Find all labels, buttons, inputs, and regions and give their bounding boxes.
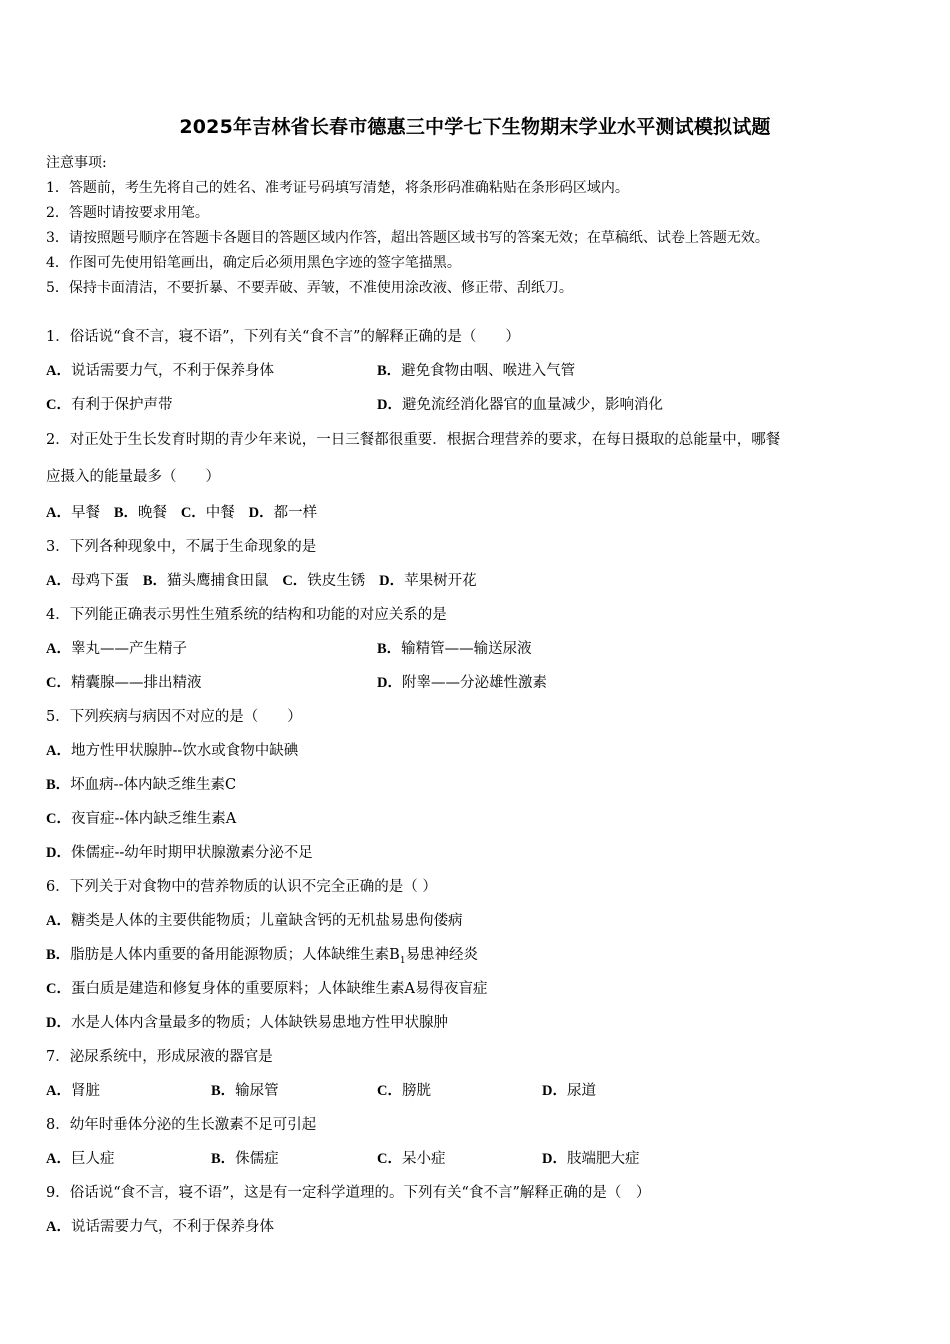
question-stem: 4．下列能正确表示男性生殖系统的结构和功能的对应关系的是 [46, 607, 447, 623]
exam-title: 2025年吉林省长春市德惠三中学七下生物期末学业水平测试模拟试题 [179, 116, 771, 138]
option-d: D．避免流经消化器官的血量减少，影响消化 [377, 397, 663, 413]
option-c: C．夜盲症--体内缺乏维生素A [46, 811, 237, 827]
question-stem: 1．俗话说“食不言，寝不语”，下列有关“食不言”的解释正确的是（ ） [46, 329, 520, 345]
notice-item: 4．作图可先使用铅笔画出，确定后必须用黑色字迹的签字笔描黑。 [46, 255, 461, 271]
option-d: D．苹果树开花 [379, 573, 477, 589]
option-b: B．侏儒症 [211, 1151, 279, 1167]
question-stem: 7．泌尿系统中，形成尿液的器官是 [46, 1049, 273, 1065]
option-c: C．蛋白质是建造和修复身体的重要原料；人体缺维生素A易得夜盲症 [46, 981, 488, 997]
option-d: D．肢端肥大症 [542, 1151, 640, 1167]
notice-heading: 注意事项: [46, 155, 107, 171]
question-stem-continued: 应摄入的能量最多（ ） [46, 469, 220, 485]
option-d: D．尿道 [542, 1083, 596, 1099]
question-stem: 3．下列各种现象中，不属于生命现象的是 [46, 539, 317, 555]
notice-item: 3．请按照题号顺序在答题卡各题目的答题区域内作答，超出答题区域书写的答案无效；在草稿纸、试卷上答题无效。 [46, 230, 769, 246]
option-a: A．睾丸——产生精子 [46, 641, 187, 657]
option-d: D．侏儒症--幼年时期甲状腺激素分泌不足 [46, 845, 313, 861]
option-a: A．地方性甲状腺肿--饮水或食物中缺碘 [46, 743, 299, 759]
question-stem: 5．下列疾病与病因不对应的是（ ） [46, 709, 302, 725]
option-row [46, 1142, 916, 1176]
option-a: A．母鸡下蛋 [46, 573, 129, 589]
option-b: B．输尿管 [211, 1083, 279, 1099]
option-row [46, 666, 916, 700]
notice-item: 5．保持卡面清洁，不要折暴、不要弄破、弄皱，不准使用涂改液、修正带、刮纸刀。 [46, 280, 573, 296]
option-c: C．膀胱 [377, 1083, 431, 1099]
option-a: A．糖类是人体的主要供能物质；儿童缺含钙的无机盐易患佝偻病 [46, 913, 463, 929]
notice-section [46, 151, 926, 301]
questions-section [46, 320, 916, 1244]
option-d: D．水是人体内含量最多的物质；人体缺铁易患地方性甲状腺肿 [46, 1015, 448, 1031]
question-stem: 9．俗话说“食不言，寝不语”，这是有一定科学道理的。下列有关“食不言”解释正确的是（ ） [46, 1185, 651, 1201]
option-b: B．避免食物由咽、喉进入气管 [377, 363, 576, 379]
option-row [46, 496, 916, 530]
option-a: A．早餐 [46, 505, 100, 521]
option-b: B．脂肪是人体内重要的备用能源物质；人体缺维生素$B_1$易患神经炎 [46, 947, 479, 966]
option-row [46, 632, 916, 666]
option-b: B．猫头鹰捕食田鼠 [142, 573, 269, 589]
question-stem: 2．对正处于生长发育时期的青少年来说，一日三餐都很重要．根据合理营养的要求，在每日摄取的总能量中，哪餐 [46, 432, 781, 448]
question-stem: 8．幼年时垂体分泌的生长激素不足可引起 [46, 1117, 317, 1133]
notice-item: 1．答题前，考生先将自己的姓名、准考证号码填写清楚，将条形码准确粘贴在条形码区域内。 [46, 180, 629, 196]
option-a: A．巨人症 [46, 1151, 115, 1167]
option-d: D．都一样 [248, 505, 318, 521]
option-row [46, 1074, 916, 1108]
question-stem: 6．下列关于对食物中的营养物质的认识不完全正确的是（ ） [46, 879, 437, 895]
notice-item: 2．答题时请按要求用笔。 [46, 205, 209, 221]
option-row [46, 388, 916, 422]
option-b: B．晚餐 [113, 505, 167, 521]
option-d: D．附睾——分泌雄性激素 [377, 675, 547, 691]
option-a: A．说话需要力气，不利于保养身体 [46, 1219, 274, 1235]
option-a: A．说话需要力气，不利于保养身体 [46, 363, 274, 379]
option-c: C．有利于保护声带 [46, 397, 173, 413]
option-b: B．坏血病--体内缺乏维生素C [46, 777, 237, 793]
option-c: C．中餐 [180, 505, 235, 521]
option-row [46, 354, 916, 388]
option-row [46, 564, 916, 598]
option-c: C．精囊腺——排出精液 [46, 675, 202, 691]
option-c: C．铁皮生锈 [282, 573, 366, 589]
option-c: C．呆小症 [377, 1151, 446, 1167]
option-a: A．肾脏 [46, 1083, 100, 1099]
option-b: B．输精管——输送尿液 [377, 641, 532, 657]
